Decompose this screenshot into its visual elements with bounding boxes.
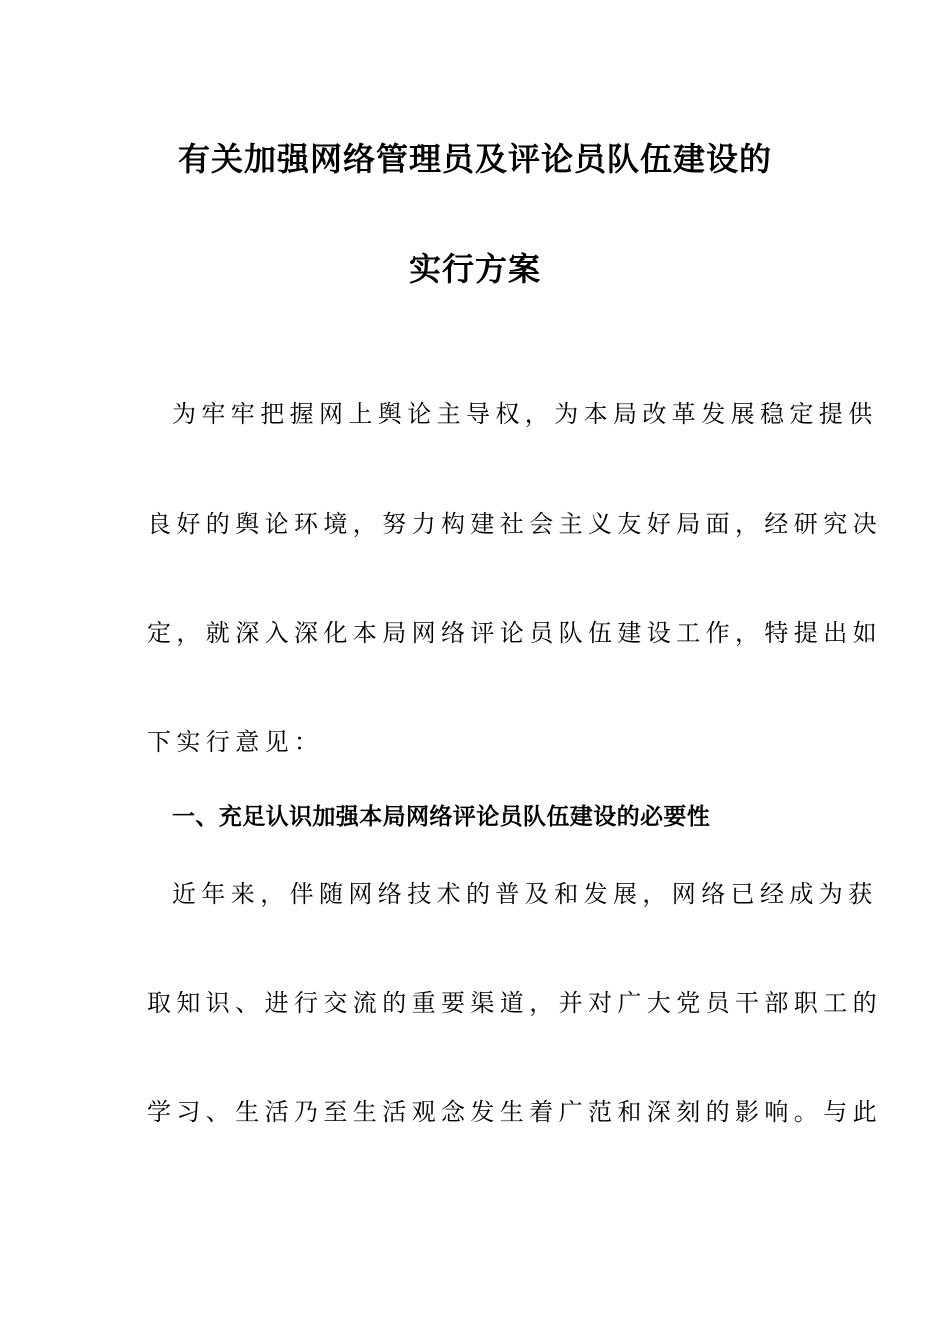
document-title-line-1: 有关加强网络管理员及评论员队伍建设的 xyxy=(177,140,772,178)
paragraph-2-line-2: 取知识、进行交流的重要渠道，并对广大党员干部职工的 xyxy=(147,989,882,1017)
paragraph-1-line-4: 下实行意见： xyxy=(147,728,324,756)
paragraph-1-line-1: 为牢牢把握网上舆论主导权，为本局改革发展稳定提供 xyxy=(172,400,878,428)
paragraph-2-line-1: 近年来，伴随网络技术的普及和发展，网络已经成为获 xyxy=(172,880,878,908)
paragraph-1-line-3: 定，就深入深化本局网络评论员队伍建设工作，特提出如 xyxy=(147,619,882,647)
paragraph-2-line-3: 学习、生活乃至生活观念发生着广范和深刻的影响。与此 xyxy=(147,1098,882,1126)
paragraph-1-line-2: 良好的舆论环境，努力构建社会主义友好局面，经研究决 xyxy=(147,510,882,538)
document-title-line-2: 实行方案 xyxy=(408,250,541,288)
section-1-heading: 一、充足认识加强本局网络评论员队伍建设的必要性 xyxy=(172,804,711,830)
